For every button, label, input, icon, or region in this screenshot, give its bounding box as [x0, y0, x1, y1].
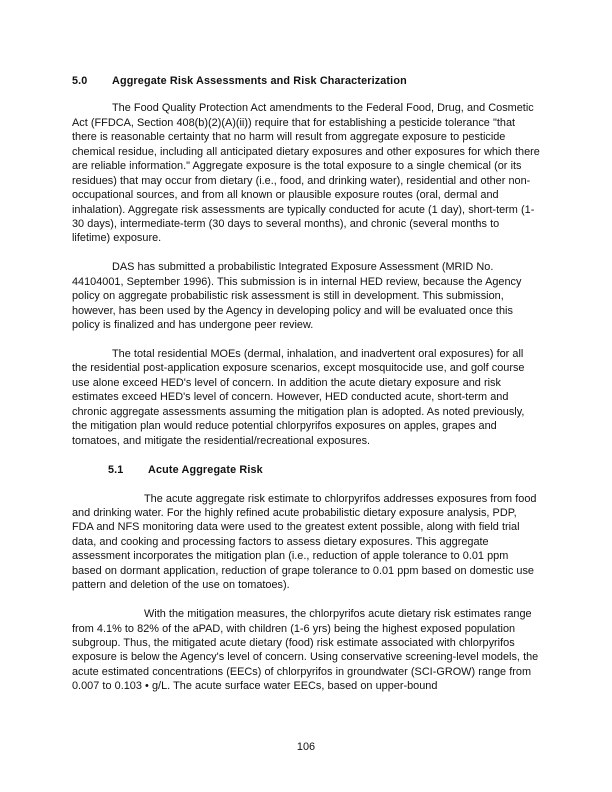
- spacer: [72, 593, 540, 607]
- paragraph-5-1-2: With the mitigation measures, the chlorpyrifos acute dietary risk estimates range from 4.1% to 82% of the aPAD, with children (1-6 yrs) being the highest exposed population subgroup. Thus, the mitigated acute dietary (food) risk estimate associated with chlorpyrifos exposure is below the Agency's level of concern. Using conservative screening-level models, the acute estimated concentrations (EECs) of chlorpyrifos in groundwater (SCI-GROW) range from 0.007 to 0.103 • g/L. The acute surface water EECs, based on upper-bound: [72, 608, 539, 693]
- spacer: [72, 448, 540, 463]
- section-heading-5-1: [108, 463, 540, 477]
- section-title-5-1: Acute Aggregate Risk: [148, 464, 263, 477]
- spacer: [72, 246, 540, 260]
- section-number-5-0: 5.0: [72, 75, 88, 87]
- page-number: 106: [296, 741, 316, 753]
- spacer: [72, 478, 540, 492]
- section-heading-5-0: [72, 74, 540, 88]
- paragraph-5-0-2: DAS has submitted a probabilistic Integrated Exposure Assessment (MRID No. 44104001, September 1996). This submission is in internal HED review, because the Agency policy on aggregate probabilistic risk assessment is still in development. This submission, however, has been used by the Agency in developing policy and will be evaluated once this policy is finalized and has undergone peer review.: [72, 261, 522, 332]
- spacer: [72, 333, 540, 347]
- paragraph-5-0-3: The total residential MOEs (dermal, inhalation, and inadvertent oral exposures) for all the residential post-application exposure scenarios, except mosquitocide use, and golf course use alone exceed HED's level of concern. In addition the acute dietary exposure and risk estimates exceed HED's level of concern. However, HED conducted acute, short-term and chronic aggregate assessments assuming the mitigation plan is adopted. As noted previously, the mitigation plan would reduce potential chlorpyrifos exposures on apples, grapes and tomatoes, and mitigate the residential/recreational exposures.: [72, 347, 525, 447]
- paragraph-5-1-1: The acute aggregate risk estimate to chlorpyrifos addresses exposures from food and drinking water. For the highly refined acute probabilistic dietary exposure analysis, PDP, FDA and NFS monitoring data were used to the greatest extent possible, along with field trial data, and cooking and processing factors to assess dietary exposures. This aggregate assessment incorporates the mitigation plan (i.e., reduction of apple tolerance to 0.01 ppm based on dormant application, reduction of grape tolerance to 0.01 ppm based on domestic use pattern and deletion of the use on tomatoes).: [72, 492, 537, 592]
- paragraph-5-0-1: The Food Quality Protection Act amendments to the Federal Food, Drug, and Cosmetic Act (FFDCA, Section 408(b)(2)(A)(ii)) require that for establishing a pesticide tolerance "that there is reasonable certainty that no harm will result from aggregate exposure to pesticide chemical residue, including all anticipated dietary exposures and other exposures for which there are reliable information." Aggregate exposure is the total exposure to a single chemical (or its residues) that may occur from dietary (i.e., food, and drinking water), residential and other non-occupational sources, and from all known or plausible exposure routes (oral, dermal and inhalation). Aggregate risk assessments are typically conducted for acute (1 day), short-term (1-30 days), intermediate-term (30 days to several months), and chronic (several months to lifetime) exposure.: [72, 102, 540, 245]
- section-title-5-0: Aggregate Risk Assessments and Risk Characterization: [112, 75, 407, 87]
- document-body: [72, 74, 540, 694]
- spacer: [72, 88, 540, 101]
- section-number-5-1: 5.1: [108, 464, 124, 477]
